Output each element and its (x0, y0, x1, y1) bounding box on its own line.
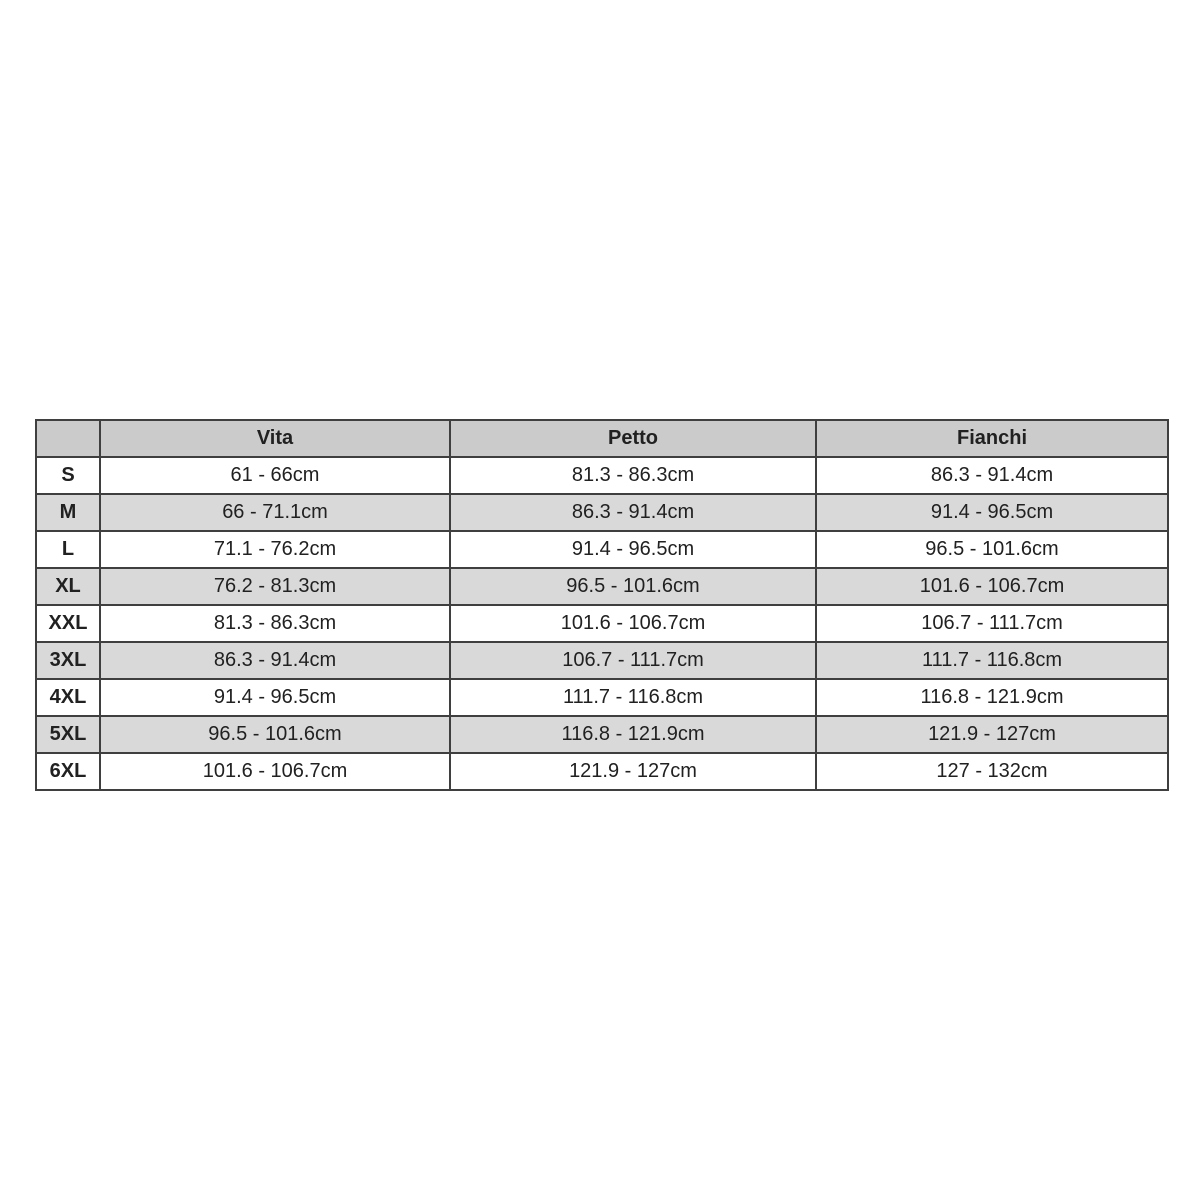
table-row-l (36, 531, 1168, 568)
cell-fianchi: 121.9 - 127cm (816, 716, 1168, 753)
size-label: XL (36, 568, 100, 605)
header-cell-size (36, 420, 100, 457)
size-label: L (36, 531, 100, 568)
cell-fianchi: 96.5 - 101.6cm (816, 531, 1168, 568)
cell-fianchi: 127 - 132cm (816, 753, 1168, 790)
cell-vita: 76.2 - 81.3cm (100, 568, 450, 605)
cell-fianchi: 91.4 - 96.5cm (816, 494, 1168, 531)
cell-vita: 86.3 - 91.4cm (100, 642, 450, 679)
cell-vita: 66 - 71.1cm (100, 494, 450, 531)
table-row-4xl (36, 679, 1168, 716)
size-label: 6XL (36, 753, 100, 790)
cell-fianchi: 86.3 - 91.4cm (816, 457, 1168, 494)
cell-vita: 101.6 - 106.7cm (100, 753, 450, 790)
size-label: XXL (36, 605, 100, 642)
cell-petto: 91.4 - 96.5cm (450, 531, 816, 568)
table-row-xxl (36, 605, 1168, 642)
table-header-row (36, 420, 1168, 457)
table-row-m (36, 494, 1168, 531)
cell-petto: 106.7 - 111.7cm (450, 642, 816, 679)
cell-petto: 101.6 - 106.7cm (450, 605, 816, 642)
header-cell-vita: Vita (100, 420, 450, 457)
cell-petto: 116.8 - 121.9cm (450, 716, 816, 753)
table-row-s (36, 457, 1168, 494)
cell-petto: 121.9 - 127cm (450, 753, 816, 790)
size-chart-table (35, 419, 1169, 791)
table-row-3xl (36, 642, 1168, 679)
size-label: S (36, 457, 100, 494)
cell-vita: 96.5 - 101.6cm (100, 716, 450, 753)
table-row-6xl (36, 753, 1168, 790)
cell-petto: 86.3 - 91.4cm (450, 494, 816, 531)
size-label: M (36, 494, 100, 531)
cell-fianchi: 101.6 - 106.7cm (816, 568, 1168, 605)
cell-fianchi: 116.8 - 121.9cm (816, 679, 1168, 716)
cell-vita: 91.4 - 96.5cm (100, 679, 450, 716)
header-cell-fianchi: Fianchi (816, 420, 1168, 457)
size-label: 5XL (36, 716, 100, 753)
cell-petto: 96.5 - 101.6cm (450, 568, 816, 605)
table-row-xl (36, 568, 1168, 605)
cell-vita: 81.3 - 86.3cm (100, 605, 450, 642)
cell-fianchi: 111.7 - 116.8cm (816, 642, 1168, 679)
cell-petto: 111.7 - 116.8cm (450, 679, 816, 716)
size-label: 3XL (36, 642, 100, 679)
cell-vita: 61 - 66cm (100, 457, 450, 494)
size-label: 4XL (36, 679, 100, 716)
table-row-5xl (36, 716, 1168, 753)
cell-petto: 81.3 - 86.3cm (450, 457, 816, 494)
cell-vita: 71.1 - 76.2cm (100, 531, 450, 568)
header-cell-petto: Petto (450, 420, 816, 457)
cell-fianchi: 106.7 - 111.7cm (816, 605, 1168, 642)
